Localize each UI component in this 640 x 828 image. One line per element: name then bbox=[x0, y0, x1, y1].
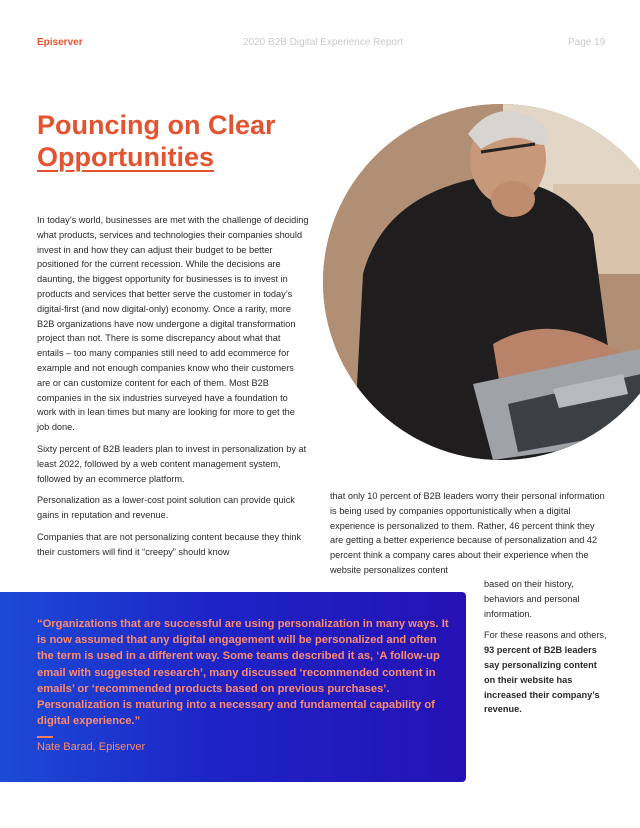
right-column-bottom bbox=[484, 577, 610, 724]
right-paragraph-2-lead: For these reasons and others, bbox=[484, 630, 607, 641]
left-paragraph-2: Sixty percent of B2B leaders plan to invest in personalization by at least 2022, followed by a web content management system, followed by an ecommerce platform. bbox=[37, 443, 307, 484]
page-number: Page 19 bbox=[568, 37, 606, 48]
quote-divider bbox=[37, 736, 53, 738]
right-column-top bbox=[330, 489, 606, 585]
man-laptop-photo bbox=[323, 104, 640, 460]
left-paragraph-1: In today’s world, businesses are met with the challenge of deciding what products, services and technologies their companies should invest in and how they can adjust their budget to be better positioned for the current recession. While the decisions are daunting, the biggest opportunity for businesses is to invest in products and services that better serve the customer in today’s digital-first (and now digital-only) economy. Once a rarity, more B2B organizations have now undergone a digital transformation project than not. There is some discrepancy about what that entails – too many companies still need to add ecommerce for example and not enough companies know who their customers are or can customize content for each of them. Most B2B companies in the six industries surveyed have a foundation to work with in lean times but many are looking for more to get the job done. bbox=[37, 215, 309, 433]
title-line-1: Pouncing on Clear bbox=[37, 110, 276, 140]
right-paragraph-1-continued: based on their history, behaviors and personal information. bbox=[484, 579, 580, 619]
pull-quote-text: “Organizations that are successful are using personalization in many ways. It is now assumed that any digital engagement will be personalized and often the term is used in a different way. Some teams described it as, ‘A follow-up email with suggested research’, many discussed ‘recommended content in emails’ or ‘recommended products based on previous purchases’. Personalization is maturing into a necessary and fundamental capability of digital experience.” bbox=[37, 618, 449, 728]
title-line-2: Opportunities bbox=[37, 142, 214, 172]
photo-illustration bbox=[323, 104, 640, 460]
left-column bbox=[37, 213, 309, 567]
report-title: 2020 B2B Digital Experience Report bbox=[243, 37, 404, 48]
brand-name: Episerver bbox=[37, 37, 83, 48]
key-statistic: 93 percent of B2B leaders say personalizing content on their website has increased their company’s revenue. bbox=[484, 645, 600, 715]
left-paragraph-4: Companies that are not personalizing content because they think their customers will find it “creepy” should know bbox=[37, 531, 302, 557]
right-paragraph-1: that only 10 percent of B2B leaders worry their personal information is being used by companies opportunistically when a digital experience is personalized to them. Rather, 46 percent think they are getting a better experience because of personalization and 42 percent think a company cares about their experience when the website personalizes content bbox=[330, 491, 605, 575]
left-paragraph-3: Personalization as a lower-cost point solution can provide quick gains in reputation and revenue. bbox=[37, 495, 295, 521]
quote-attribution: Nate Barad, Episerver bbox=[37, 741, 146, 753]
right-paragraph-2 bbox=[484, 628, 610, 717]
page-title bbox=[37, 109, 276, 173]
